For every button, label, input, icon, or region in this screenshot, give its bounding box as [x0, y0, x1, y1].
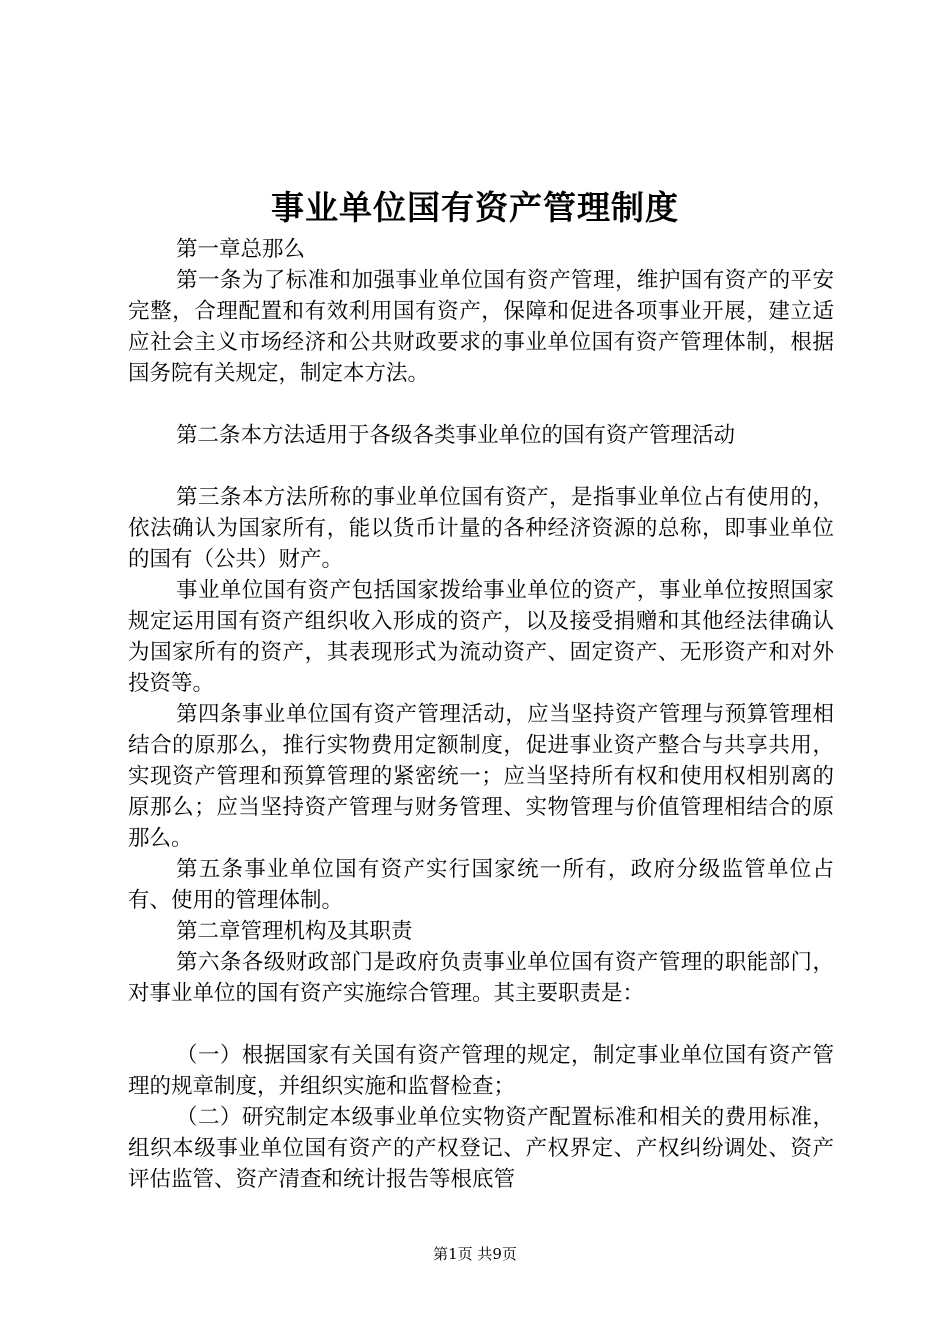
paragraph: 第二条本方法适用于各级各类事业单位的国有资产管理活动 [176, 423, 736, 448]
paragraph-gap [128, 451, 834, 482]
chapter-heading: 第一章总那么 [176, 237, 306, 262]
paragraph: 第一条为了标准和加强事业单位国有资产管理，维护国有资产的平安完整，合理配置和有效利用国有资产，保障和促进各项事业开展，建立适应社会主义市场经济和公共财政要求的事业单位国有资产管理体制，根据国务院有关规定，制定本方法。 [128, 268, 834, 386]
paragraph-gap [128, 1009, 834, 1040]
paragraph: 第五条事业单位国有资产实行国家统一所有，政府分级监管单位占有、使用的管理体制。 [128, 857, 834, 913]
paragraph: 第四条事业单位国有资产管理活动，应当坚持资产管理与预算管理相结合的原那么，推行实物费用定额制度，促进事业资产整合与共享共用，实现资产管理和预算管理的紧密统一；应当坚持所有权和使用权相别离的原那么；应当坚持资产管理与财务管理、实物管理与价值管理相结合的原那么。 [128, 702, 834, 851]
page-footer: 第1页 共9页 [433, 1245, 517, 1263]
list-item: （一）根据国家有关国有资产管理的规定，制定事业单位国有资产管理的规章制度，并组织实施和监督检查； [128, 1043, 834, 1099]
chapter-heading: 第二章管理机构及其职责 [176, 919, 413, 944]
paragraph: 第六条各级财政部门是政府负责事业单位国有资产管理的职能部门，对事业单位的国有资产实施综合管理。其主要职责是： [128, 950, 834, 1006]
list-item: （二）研究制定本级事业单位实物资产配置标准和相关的费用标准，组织本级事业单位国有资产的产权登记、产权界定、产权纠纷调处、资产评估监管、资产清查和统计报告等根底管 [128, 1105, 834, 1192]
paragraph-gap [128, 389, 834, 420]
paragraph: 第三条本方法所称的事业单位国有资产，是指事业单位占有使用的，依法确认为国家所有，能以货币计量的各种经济资源的总称，即事业单位的国有（公共）财产。 [128, 485, 834, 572]
document-title: 事业单位国有资产管理制度 [271, 188, 679, 227]
document-body [128, 234, 834, 1195]
paragraph: 事业单位国有资产包括国家拨给事业单位的资产，事业单位按照国家规定运用国有资产组织收入形成的资产，以及接受捐赠和其他经法律确认为国家所有的资产，其表现形式为流动资产、固定资产、无形资产和对外投资等。 [128, 578, 834, 696]
